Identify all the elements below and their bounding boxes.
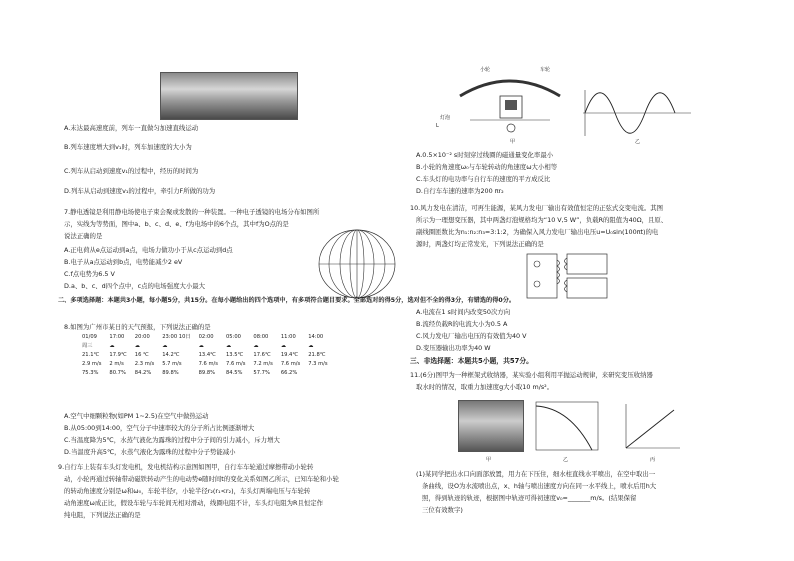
q9-option-c: C.车头灯的电功率与自行车的速度的平方成反比	[416, 175, 551, 183]
cloud-icon: ☁	[308, 343, 314, 349]
q9-stem-2: 动，小轮再通过转轴带动磁铁转动产生的电动势e随时间t的变化关系如图乙所示，已知车轮和小轮	[64, 475, 339, 483]
train-photo	[160, 72, 298, 120]
fig-caption-jia-2: 甲	[486, 457, 492, 463]
q7-option-c: C.f点电势为6.5 V	[64, 270, 115, 278]
fig-caption-yi-2: 乙	[563, 457, 569, 463]
q7-stem-2: 示，实线为等势面，图中a、b、c、d、e、f为电场中的6个点，其中f为O点的是	[64, 220, 289, 228]
q7-stem-1: 7.静电透镜是利用静电场使电子束会聚或发散的一种装置。一种电子透镜的电场分布如图所	[64, 208, 320, 216]
emf-sine-graph	[575, 88, 695, 138]
table-row	[78, 333, 332, 342]
wind-cell: 2 m/s	[109, 361, 124, 367]
humidity-cell	[304, 369, 331, 378]
q11-body-2: 条曲线，设O为水流喷出点，x、h轴与喷出速度方向在同一水平线上，喷水后用h大	[422, 482, 657, 490]
temp-cell: 21.1℃	[82, 352, 100, 358]
q8-option-c: C.当温度降为5℃，水蒸气液化为露珠的过程中分子间的引力减小，斥力增大	[64, 436, 280, 444]
label-small-wheel: 小轮	[480, 67, 491, 73]
humidity-cell: 57.7%	[253, 370, 270, 376]
wind-cell: 7.2 m/s	[253, 361, 273, 367]
q7-stem-3: 说法正确的是	[64, 232, 103, 240]
q11-body-3: 照，得到轨迹的轨迹，根据图中轨迹可得初速度v₀=_______m/s。(结果保留	[422, 494, 637, 502]
cloud-icon: ☁	[253, 343, 259, 349]
cloud-icon: ☁	[280, 343, 286, 349]
wind-cell: 2.9 m/s	[82, 361, 102, 367]
q8-option-a: A.空气中细颗粒物(如PM 1~2.5)在空气中做热运动	[64, 412, 209, 420]
time-cell: 08:00	[253, 334, 269, 340]
q9-stem-4: 动角速度ω成正比，假设车轮与车轮间无相对滑动，线圈电阻不计，车头灯电阻为R且恒定作	[64, 499, 324, 507]
q9-stem-5: 纯电阻，下列说法正确的是	[64, 511, 141, 519]
q10-option-c: C.风力发电厂输出电压的有效值为40 V	[416, 332, 527, 340]
cloud-icon: ☁	[226, 343, 232, 349]
q11-body-4: 三位有效数字)	[422, 506, 463, 514]
day-cell: 周三	[82, 343, 93, 349]
humidity-cell: 75.3%	[82, 370, 99, 376]
humidity-cell: 84.5%	[226, 370, 243, 376]
temp-cell: 17.9℃	[109, 352, 127, 358]
label-big-wheel: 车轮	[540, 67, 551, 73]
q7-option-a: A.正电荷从e点运动到a点，电场力做功小于从c点运动到d点	[64, 246, 233, 254]
temp-cell: 17.6℃	[253, 352, 271, 358]
q8-option-d: D.当温度升高5℃，水蒸气液化为露珠的过程中分子势能减小	[64, 448, 236, 456]
q11-stem-2: 取水时的情况，取重力加速度g大小取10 m/s²。	[416, 383, 554, 391]
wind-cell: 7.6 m/s	[280, 361, 301, 367]
trajectory-graph	[530, 398, 602, 454]
fig-caption-jia: 甲	[510, 139, 516, 145]
wind-cell: 7.3 m/s	[308, 361, 328, 367]
q10-option-d: D.变压器输出功率为40 W	[416, 344, 491, 352]
q6-option-b: B.列车速度增大到v₁时，列车加速度的大小为	[64, 143, 192, 151]
q10-stem-4: 源时，两盏灯均正常发光，下列说法正确的是	[416, 240, 544, 248]
table-row	[78, 351, 332, 360]
q6-option-d: D.列车从启动到速度v₁的过程中，牵引力F所做的功为	[64, 187, 216, 195]
equipotential-diagram	[314, 226, 400, 302]
q9-stem-3: 的转动角速度分别是ω和ω₀，车轮半径r，小轮半径r₂(r₁<r₂)，车头灯两端电压与车轮转	[64, 487, 311, 495]
q9-option-b: B.小轮的角速度ω₀与车轮转动的角速度ω大小相等	[416, 163, 558, 171]
q6-option-a: A.末达最高速度前，列车一直做匀加速直线运动	[64, 124, 199, 132]
cloud-icon: ☁	[198, 343, 204, 349]
temp-cell: 14.2℃	[162, 352, 180, 358]
cloud-icon: ☁	[109, 343, 115, 349]
temp-cell: 13.4℃	[198, 352, 216, 358]
q11-stem-1: 11.(6分)图甲为一种框架式收纳器，某实验小组利用平抛运动规律，来研究变压收纳器	[410, 371, 653, 379]
section-2-heading: 二、多项选择题：本题共3小题，每小题5分，共15分。在每小题给出的四个选项中，有多项符合题目要求。全部选对的得5分，选对但不全的得3分，有错选的得0分。	[58, 297, 516, 304]
table-row	[78, 369, 332, 378]
cloud-icon: ☁	[162, 343, 168, 349]
right-column	[410, 0, 755, 561]
humidity-cell: 89.8%	[162, 370, 179, 376]
q9-stem-1: 9.自行车上装有车头灯发电机，发电机结构示意图如图甲，自行车车轮通过摩擦带动小轮转	[58, 463, 314, 471]
q10-stem-3: 副线圈匝数比为n₁:n₂:n₃=3:1:2，为确保入风力发电厂输出电压u=U₀sin(100πt)的电	[416, 228, 659, 236]
temp-cell: 16 ℃	[134, 352, 149, 358]
q10-stem-2: 所示为一理想变压器，其中两盏灯泡规格均为“10 V,5 W”，负载R的阻值为40Ω，且原、	[416, 216, 668, 224]
q7-option-d: D.a、b、c、d四个点中，c点的电场强度大小最大	[64, 282, 206, 290]
wind-cell: 5.7 m/s	[162, 361, 182, 367]
q7-option-b: B.电子从a点运动到b点，电势能减少2 eV	[64, 258, 183, 266]
time-cell: 05:00	[226, 334, 241, 340]
q6-option-c: C.列车从启动到速度v₁的过程中，经历的时间为	[64, 167, 199, 175]
q10-option-a: A.电流在1 s时间内改变50次方向	[416, 308, 511, 316]
time-cell: 20:00	[134, 334, 150, 340]
q10-stem-1: 10.风力发电在清洁，可再生能源，某风力发电厂输出有效值恒定的正弦式交变电流。其图	[410, 204, 664, 212]
fig-caption-yi: 乙	[635, 139, 641, 145]
q8-option-b: B.从05:00到14:00，空气分子中速率较大的分子所占比例逐渐增大	[64, 424, 255, 432]
temp-cell: 21.8℃	[308, 352, 326, 358]
weather-forecast-table	[78, 333, 332, 378]
q9-option-d: D.自行车车速的速率为200 πr₂	[416, 187, 504, 195]
transformer-circuit	[525, 250, 611, 304]
generator-diagram	[450, 66, 570, 138]
table-row	[78, 342, 332, 351]
fig-caption-bing: 丙	[650, 457, 656, 463]
time-cell: 01/09	[82, 334, 97, 340]
humidity-cell: 89.8%	[198, 370, 216, 376]
cloud-icon: ☁	[134, 343, 140, 349]
q8-stem: 8.如图为广州市某日的天气预报，下列说法正确的是	[64, 323, 211, 331]
section-3-heading: 三、非选择题：本题共5小题，共57分。	[410, 357, 533, 365]
q11-body-1: (1)某同学把出水口向面部放置，用力在下压住，细水柱直线水平喷出，在空中取出一	[416, 470, 656, 478]
time-cell: 02:00	[198, 334, 214, 340]
table-row	[78, 360, 332, 369]
label-lamp: 灯泡	[440, 115, 451, 121]
wind-cell: 7.6 m/s	[226, 361, 246, 367]
time-cell: 14:00	[308, 334, 324, 340]
q9-option-a: A.0.5×10⁻² s时刻穿过线圈的磁通量变化率最小	[416, 151, 554, 159]
humidity-cell: 84.2%	[134, 370, 152, 376]
time-cell: 23:00 10日	[162, 334, 191, 340]
wind-cell: 7.6 m/s	[198, 361, 218, 367]
temp-cell: 13.5℃	[226, 352, 244, 358]
time-cell: 11:00	[280, 334, 296, 340]
temp-cell: 19.4℃	[280, 352, 299, 358]
experiment-photo	[458, 400, 524, 452]
label-L: L	[436, 123, 439, 129]
q10-option-b: B.流经负载R的电流大小为0.5 A	[416, 320, 508, 328]
humidity-cell: 80.7%	[109, 370, 126, 376]
time-cell: 17:00	[109, 334, 125, 340]
humidity-cell: 66.2%	[280, 370, 298, 376]
wind-cell: 2.3 m/s	[134, 361, 155, 367]
linear-graph	[620, 400, 684, 454]
